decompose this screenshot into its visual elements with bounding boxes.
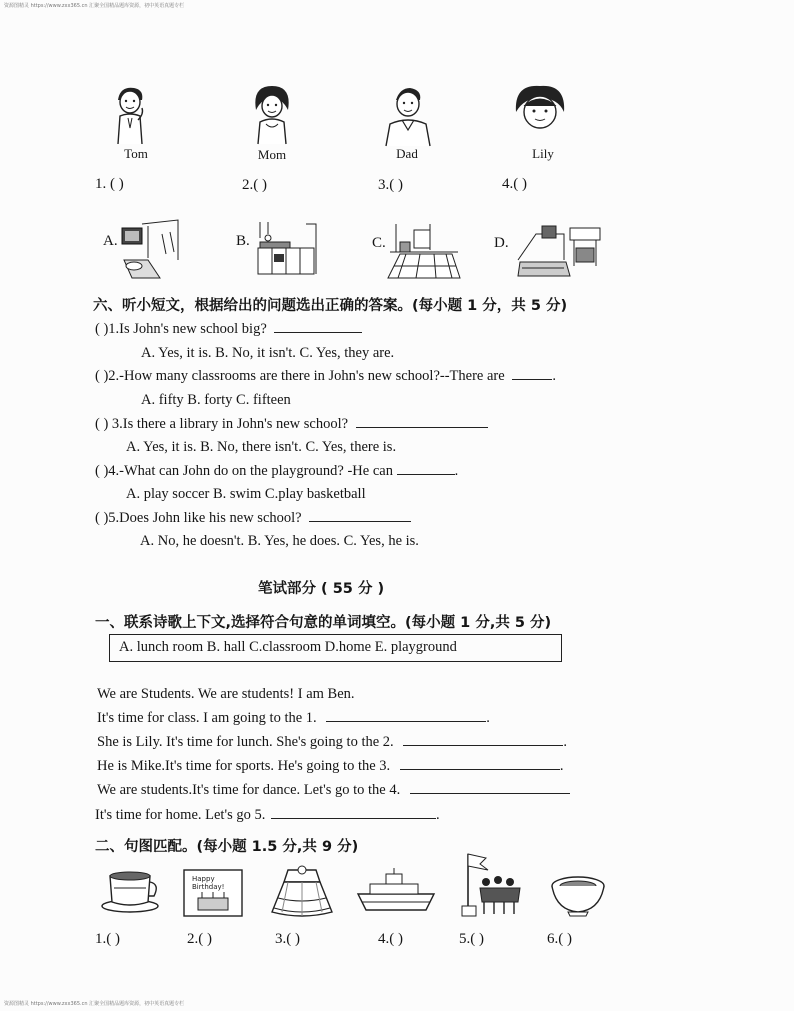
question-5-text: ( )5.Does John like his new school? [95,510,302,526]
match-answer-6[interactable]: 6.( ) [547,931,572,947]
question-2-blank[interactable] [512,379,552,380]
man-icon [378,86,438,146]
skirt-icon [268,864,336,920]
person-lily [510,84,570,149]
bowl-icon [550,874,606,918]
question-2-options: A. fifty B. forty C. fifteen [141,392,291,408]
question-3-blank[interactable] [356,427,488,428]
room-label-c: C. [372,235,386,251]
birthday-card-text: Happy [192,875,215,883]
question-2-text: ( )2.-How many classrooms are there in John's new school?--There are [95,368,505,384]
match-answer-4[interactable]: 4.( ) [378,931,403,947]
people-answer-2[interactable]: 2.( ) [242,177,267,193]
poem-blank-1[interactable] [326,721,486,722]
person-tom [100,84,160,149]
poem-line-5-text: It's time for home. Let's go 5. [95,807,266,823]
section1-title: 一、联系诗歌上下文,选择符合句意的单词填空。(每小题 1 分,共 5 分) [95,615,552,631]
match-answer-5[interactable]: 5.( ) [459,931,484,947]
poem-line-3-text: He is Mike.It's time for sports. He's going to the 3. [97,758,391,774]
poem-line-0: We are Students. We are students! I am Ben. [97,686,355,702]
poem-line-2-text: She is Lily. It's time for lunch. She's going to the 2. [97,734,394,750]
section2-title: 二、句图匹配。(每小题 1.5 分,共 9 分) [95,839,359,855]
living-room-icon [386,222,462,280]
person-name-dad: Dad [396,146,418,161]
question-1 [95,321,362,338]
section6-title: 六、听小短文，根据给出的问题选出正确的答案。(每小题 1 分，共 5 分) [93,298,568,314]
question-1-options: A. Yes, it is. B. No, it isn't. C. Yes, they are. [141,345,395,361]
dining-bedroom-icon [516,220,610,278]
written-part-title: 笔试部分 ( 55 分 ) [258,581,385,597]
person-name-mom: Mom [257,147,287,162]
question-3-text: ( ) 3.Is there a library in John's new school? [95,416,349,432]
question-4: ( )4.-What can John do on the playground? -He can . [95,463,459,479]
question-4-blank[interactable] [397,474,455,475]
woman-icon [242,84,302,144]
poem-blank-3[interactable] [400,769,560,770]
person-mom [242,84,302,149]
question-5 [95,510,411,527]
header-watermark-text: 资源图精灵 https://www.zxx365.cn 汇聚全国精品题库资源，初中英语真题专栏 [4,3,185,9]
people-answer-1[interactable]: 1. ( ) [95,176,124,192]
boy-icon [100,84,160,144]
kitchen-icon [254,218,320,278]
poem-line-4-text: We are students.It's time for dance. Let's go to the 4. [97,782,401,798]
question-3-options: A. Yes, it is. B. No, there isn't. C. Yes, there is. [126,439,397,455]
question-1-text: ( )1.Is John's new school big? [95,321,267,337]
question-3 [95,416,488,433]
room-label-a: A. [103,233,118,249]
question-2: ( )2.-How many classrooms are there in John's new school?--There are . [95,368,556,384]
person-name-tom: Tom [124,146,148,161]
birthday-card-icon [182,868,246,918]
poem-line-2: She is Lily. It's time for lunch. She's going to the 2. . [97,734,567,750]
birthday-card-text-2: Birthday! [192,883,225,891]
flag-children-icon [460,850,524,920]
poem-blank-4[interactable] [410,793,570,794]
question-4-text: ( )4.-What can John do on the playground? -He can [95,463,393,479]
poem-line-3: He is Mike.It's time for sports. He's going to the 3. . [97,758,564,774]
people-answer-4[interactable]: 4.( ) [502,176,527,192]
person-dad [378,86,438,151]
word-bank-options: A. lunch room B. hall C.classroom D.home E. playground [119,639,457,655]
teacup-icon [100,868,162,914]
poem-blank-5[interactable] [271,818,436,819]
room-label-d: D. [494,235,509,251]
poem-blank-2[interactable] [403,745,563,746]
poem-line-4 [97,782,570,799]
footer-watermark-text: 资源图精灵 https://www.zxx365.cn 汇聚全国精品题库资源，初中英语真题专栏 [4,1001,185,1007]
word-bank-box [109,634,562,662]
question-1-blank[interactable] [274,332,362,333]
question-5-blank[interactable] [309,521,411,522]
people-answer-3[interactable]: 3.( ) [378,177,403,193]
match-answer-2[interactable]: 2.( ) [187,931,212,947]
poem-line-5: It's time for home. Let's go 5. . [95,807,440,823]
poem-line-1: It's time for class. I am going to the 1. . [97,710,490,726]
ship-icon [356,866,436,914]
room-label-b: B. [236,233,250,249]
poem-line-1-text: It's time for class. I am going to the 1. [97,710,317,726]
bedroom-tv-icon [118,220,184,280]
question-4-options: A. play soccer B. swim C.play basketball [126,486,366,502]
person-name-lily: Lily [532,146,554,161]
match-answer-1[interactable]: 1.( ) [95,931,120,947]
match-answer-3[interactable]: 3.( ) [275,931,300,947]
girl-icon [510,84,570,144]
question-5-options: A. No, he doesn't. B. Yes, he does. C. Yes, he is. [140,533,419,549]
